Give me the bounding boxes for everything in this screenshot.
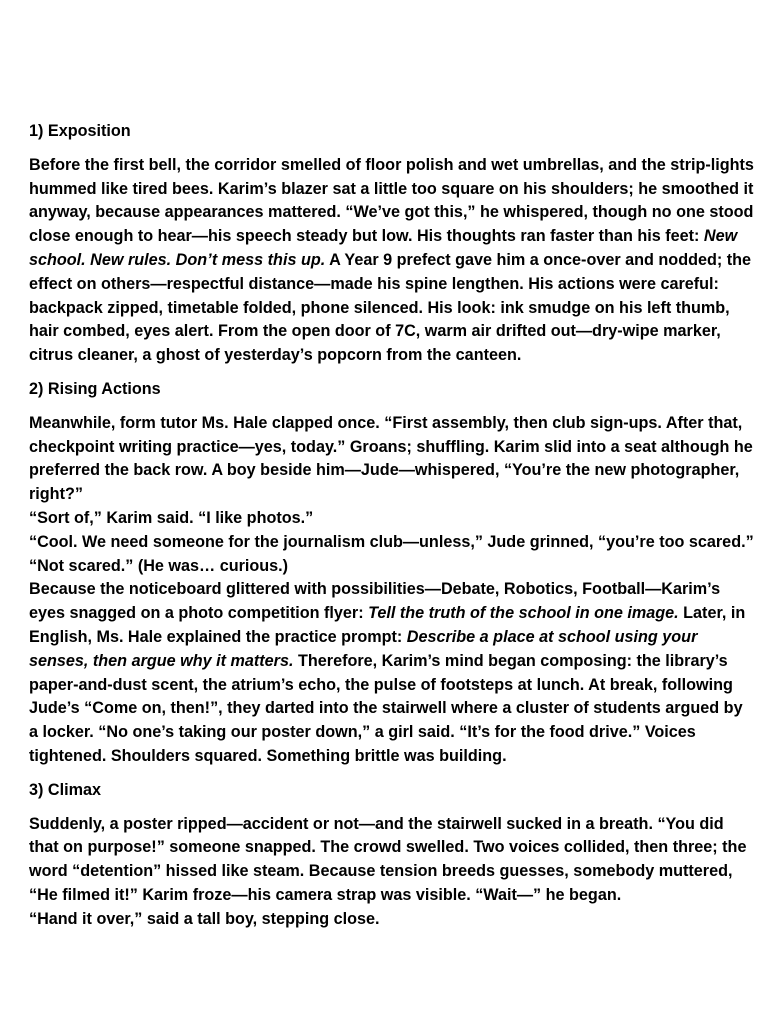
paragraph-line [29,578,755,768]
climax-paragraph [29,813,755,932]
text-run: “Sort of,” Karim said. “I like photos.” [29,508,314,527]
text-run: “Cool. We need someone for the journalism club—unless,” Jude grinned, “you’re too scared.” [29,532,754,551]
text-run: Suddenly, a poster ripped—accident or not—and the stairwell sucked in a breath. “You did that on purpose!” someone snapped. The crowd swelled. Two voices collided, then three; the word “detention” hissed like steam. Because tension breeds guesses, somebody muttered, “He filmed it!” Karim froze—his camera strap was visible. “Wait—” he began. [29,814,747,904]
section-heading-rising-actions: 2) Rising Actions [29,379,161,398]
section-heading-climax: 3) Climax [29,780,101,799]
italic-text-run: Tell the truth of the school in one image. [368,604,679,623]
text-run: “Not scared.” (He was… curious.) [29,556,289,575]
text-run: Before the first bell, the corridor smelled of floor polish and wet umbrellas, and the strip-lights hummed like tired bees. Karim’s blazer sat a little too square on his shoulders; he smoothed it anyway, because appearances mattered. “We’ve got this,” he whispered, though no one stood close enough to hear—his speech steady but low. His thoughts ran faster than his feet: [29,155,754,246]
paragraph-line [29,531,755,555]
paragraph-line [29,412,755,507]
text-run: Because the noticeboard glittered with possibilities—Debate, Robotics, Football—Karim’s eyes snagged on a photo competition flyer: [29,580,721,623]
paragraph-line [29,555,755,579]
section-heading-exposition: 1) Exposition [29,122,131,140]
rising-actions-paragraph [29,412,755,769]
exposition-paragraph [29,154,755,368]
document-page [29,120,755,942]
paragraph-line [29,813,755,908]
paragraph-line [29,908,755,932]
text-run: Therefore, Karim’s mind began composing: the library’s paper-and-dust scent, the atrium’s echo, the pulse of footsteps at lunch. At break, following Jude’s “Come on, then!”, they darted into the stairwell where a cluster of students argued by a locker. “No one’s taking our poster down,” a girl said. “It’s for the food drive.” Voices tightened. Shoulders squared. Something brittle was building. [29,651,743,765]
paragraph-line [29,507,755,531]
text-run: “Hand it over,” said a tall boy, stepping close. [29,909,380,928]
text-run: A Year 9 prefect gave him a once-over and nodded; the effect on others—respectful distance—made his spine lengthen. His actions were careful: backpack zipped, timetable folded, phone silenced. His look: ink smudge on his left thumb, hair combed, eyes alert. From the open door of 7C, warm air drifted out—dry-wipe marker, citrus cleaner, a ghost of yesterday’s popcorn from the canteen. [29,250,752,365]
italic-text-run: Describe a place at school using your senses, then argue why it matters. [29,627,698,670]
text-run: Later, in English, Ms. Hale explained the practice prompt: [29,604,746,646]
italic-text-run: New school. New rules. Don’t mess this up. [29,227,738,269]
text-run: Meanwhile, form tutor Ms. Hale clapped once. “First assembly, then club sign-ups. After that, checkpoint writing practice—yes, today.” Groans; shuffling. Karim slid into a seat although he preferred the back row. A boy beside him—Jude—whispered, “You’re the new photographer, right?” [29,413,753,504]
